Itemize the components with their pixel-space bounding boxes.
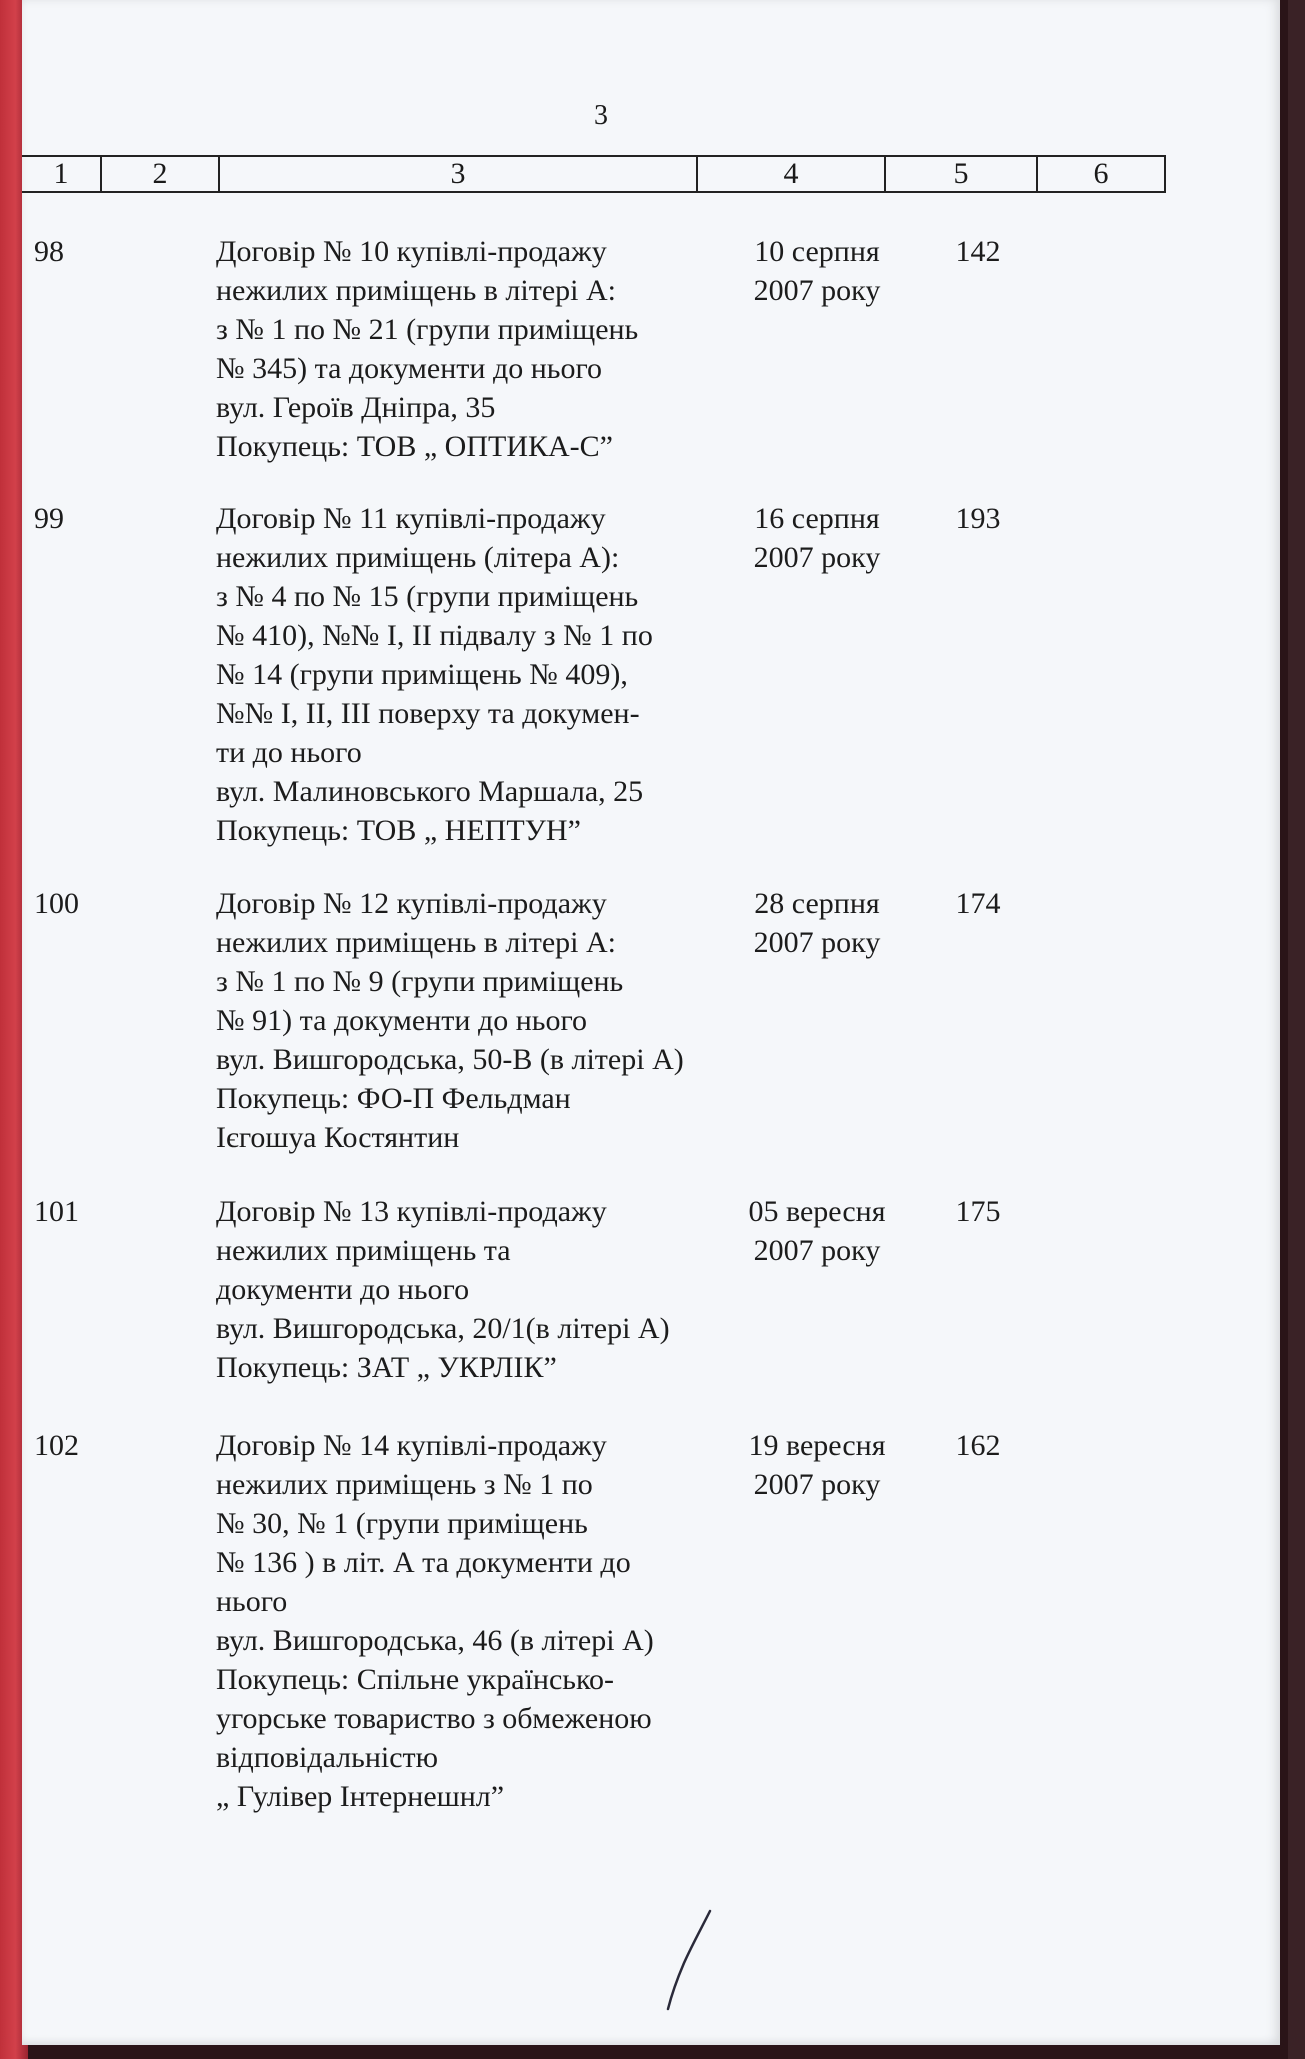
description-line: Договір № 11 купівлі-продажу <box>216 502 606 535</box>
entry-description <box>216 884 736 1157</box>
column-header-row <box>22 155 1166 193</box>
column-header-4: 4 <box>698 157 886 191</box>
description-line: вул. Вишгородська, 20/1(в літері А) <box>216 1312 670 1345</box>
entry-sheet-count: 162 <box>955 1429 1001 1462</box>
date-line: 16 серпня <box>754 502 880 535</box>
description-line: з № 1 по № 21 (групи приміщень <box>216 313 639 346</box>
description-line: нежилих приміщень та <box>216 1234 511 1267</box>
description-line: вул. Героїв Дніпра, 35 <box>216 391 496 424</box>
document-page <box>22 0 1280 2045</box>
entry-number: 102 <box>34 1429 79 1462</box>
description-line: № 136 ) в літ. А та документи до <box>216 1546 631 1579</box>
date-line: 2007 року <box>753 541 881 574</box>
date-line: 2007 року <box>753 1234 881 1267</box>
column-header-2: 2 <box>102 157 220 191</box>
description-line: Покупець: ФО-П Фельдман <box>216 1082 571 1115</box>
column-header-6: 6 <box>1038 157 1166 191</box>
date-line: 10 серпня <box>754 235 880 268</box>
entry-description <box>216 232 736 466</box>
description-line: з № 4 по № 15 (групи приміщень <box>216 580 639 613</box>
entry-date <box>702 232 932 310</box>
description-line: № 345) та документи до нього <box>216 352 603 385</box>
description-line: відповідальністю <box>216 1741 439 1774</box>
description-line: Покупець: Спільне українсько- <box>216 1663 614 1696</box>
description-line: Покупець: ЗАТ „ УКРЛІК” <box>216 1351 557 1384</box>
entry-date <box>702 1192 932 1270</box>
description-line: №№ I, II, III поверху та докумен- <box>216 697 640 730</box>
entry-description <box>216 499 736 850</box>
column-header-1: 1 <box>22 157 102 191</box>
description-line: Покупець: ТОВ „ НЕПТУН” <box>216 814 581 847</box>
column-header-3: 3 <box>220 157 698 191</box>
date-line: 28 серпня <box>754 887 880 920</box>
entry-number: 101 <box>34 1195 79 1228</box>
date-line: 2007 року <box>753 274 881 307</box>
entry-sheet-count: 175 <box>955 1195 1001 1228</box>
entry-sheet-count: 142 <box>955 235 1001 268</box>
entry-number: 100 <box>34 887 79 920</box>
date-line: 19 вересня <box>748 1429 886 1462</box>
description-line: № 14 (групи приміщень № 409), <box>216 658 628 691</box>
description-line: нього <box>216 1585 288 1618</box>
description-line: „ Гулівер Інтернешнл” <box>216 1780 505 1813</box>
date-line: 2007 року <box>753 1468 881 1501</box>
date-line: 2007 року <box>753 926 881 959</box>
description-line: вул. Вишгородська, 50-В (в літері А) <box>216 1043 684 1076</box>
entry-description <box>216 1192 736 1387</box>
description-line: Ієгошуа Костянтин <box>216 1121 460 1154</box>
description-line: Договір № 12 купівлі-продажу <box>216 887 607 920</box>
entry-date <box>702 499 932 577</box>
entry-description <box>216 1426 736 1816</box>
entry-date <box>702 884 932 962</box>
description-line: угорське товариство з обмеженою <box>216 1702 652 1735</box>
description-line: нежилих приміщень (літера А): <box>216 541 620 574</box>
description-line: нежилих приміщень в літері А: <box>216 274 616 307</box>
description-line: вул. Малиновського Маршала, 25 <box>216 775 644 808</box>
description-line: вул. Вишгородська, 46 (в літері А) <box>216 1624 654 1657</box>
description-line: Договір № 14 купівлі-продажу <box>216 1429 607 1462</box>
description-line: з № 1 по № 9 (групи приміщень <box>216 965 624 998</box>
description-line: нежилих приміщень в літері А: <box>216 926 616 959</box>
date-line: 05 вересня <box>748 1195 886 1228</box>
description-line: Покупець: ТОВ „ ОПТИКА-С” <box>216 430 613 463</box>
description-line: № 91) та документи до нього <box>216 1004 588 1037</box>
description-line: № 30, № 1 (групи приміщень <box>216 1507 588 1540</box>
entry-sheet-count: 174 <box>955 887 1001 920</box>
page-edge <box>1288 0 1305 2059</box>
description-line: нежилих приміщень з № 1 по <box>216 1468 593 1501</box>
column-header-5: 5 <box>886 157 1038 191</box>
description-line: Договір № 10 купівлі-продажу <box>216 235 607 268</box>
entry-sheet-count: 193 <box>955 502 1001 535</box>
description-line: документи до нього <box>216 1273 470 1306</box>
entry-date <box>702 1426 932 1504</box>
entry-number: 98 <box>34 235 64 268</box>
entry-number: 99 <box>34 502 64 535</box>
pen-mark-icon <box>662 1905 722 2015</box>
description-line: № 410), №№ I, II підвалу з № 1 по <box>216 619 653 652</box>
description-line: ти до нього <box>216 736 362 769</box>
description-line: Договір № 13 купівлі-продажу <box>216 1195 607 1228</box>
page-number: 3 <box>594 100 608 131</box>
